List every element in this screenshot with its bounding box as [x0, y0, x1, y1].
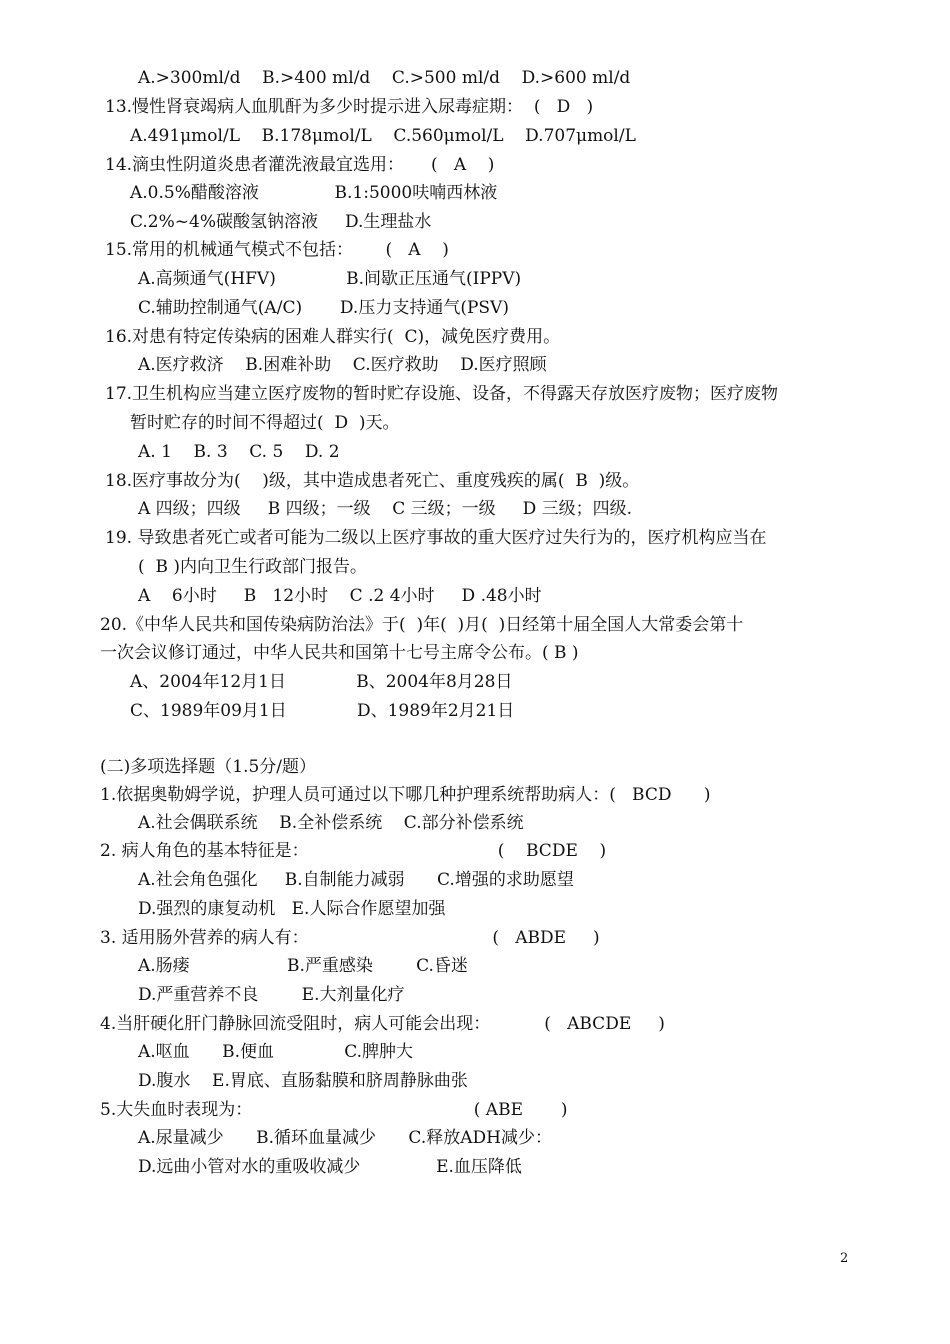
- section-heading-multiple-choice: (二)多项选择题（1.5分/题）: [100, 757, 317, 777]
- mq3-options-de: D.严重营养不良 E.大剂量化疗: [138, 985, 405, 1005]
- mq1-stem: 1.依据奥勒姆学说，护理人员可通过以下哪几种护理系统帮助病人：( BCD ): [100, 785, 711, 805]
- mq2-options-abc: A.社会角色强化 B.自制能力减弱 C.增强的求助愿望: [138, 870, 574, 890]
- q12-options: A.>300ml/d B.>400 ml/d C.>500 ml/d D.>600 ml/d: [138, 68, 631, 88]
- mq4-stem: 4.当肝硬化肝门静脉回流受阻时，病人可能会出现： ( ABCDE ): [100, 1014, 665, 1034]
- q19-stem-line2: ( B )内向卫生行政部门报告。: [138, 557, 367, 577]
- q19-stem-line1: 19. 导致患者死亡或者可能为二级以上医疗事故的重大医疗过失行为的，医疗机构应当在: [105, 528, 767, 548]
- q14-options-cd: C.2%~4%碳酸氢钠溶液 D.生理盐水: [130, 212, 432, 232]
- q15-options-cd: C.辅助控制通气(A/C) D.压力支持通气(PSV): [138, 298, 509, 318]
- mq2-stem: 2. 病人角色的基本特征是： ( BCDE ): [100, 841, 607, 861]
- mq2-options-de: D.强烈的康复动机 E.人际合作愿望加强: [138, 899, 446, 919]
- mq4-options-abc: A.呕血 B.便血 C.脾肿大: [138, 1042, 414, 1062]
- mq3-options-abc: A.肠瘘 B.严重感染 C.昏迷: [138, 956, 468, 976]
- q13-options: A.491μmol/L B.178μmol/L C.560μmol/L D.707μmol/L: [130, 126, 636, 146]
- q16-stem: 16.对患有特定传染病的困难人群实行( C)，减免医疗费用。: [105, 327, 561, 347]
- q17-options: A. 1 B. 3 C. 5 D. 2: [138, 442, 340, 462]
- q17-stem-line1: 17.卫生机构应当建立医疗废物的暂时贮存设施、设备，不得露天存放医疗废物；医疗废物: [105, 384, 779, 404]
- mq5-options-abc: A.尿量减少 B.循环血量减少 C.释放ADH减少：: [138, 1128, 552, 1148]
- page-number: 2: [840, 1251, 849, 1266]
- mq3-stem: 3. 适用肠外营养的病人有： ( ABDE ): [100, 928, 600, 948]
- q20-options-ab: A、2004年12月1日 B、2004年8月28日: [130, 672, 513, 692]
- mq5-stem: 5.大失血时表现为： ( ABE ): [100, 1100, 568, 1120]
- q18-stem: 18.医疗事故分为( )级，其中造成患者死亡、重度残疾的属( B )级。: [105, 471, 640, 491]
- q14-options-ab: A.0.5%醋酸溶液 B.1:5000呋喃西林液: [130, 183, 498, 203]
- q16-options: A.医疗救济 B.困难补助 C.医疗救助 D.医疗照顾: [138, 355, 547, 375]
- q20-stem-line2: 一次会议修订通过，中华人民共和国第十七号主席令公布。( B ): [100, 643, 579, 663]
- q13-stem: 13.慢性肾衰竭病人血肌酐为多少时提示进入尿毒症期： ( D ): [105, 97, 594, 117]
- q17-stem-line2: 暂时贮存的时间不得超过( D )天。: [130, 413, 400, 433]
- mq1-options: A.社会偶联系统 B.全补偿系统 C.部分补偿系统: [138, 813, 524, 833]
- q20-options-cd: C、1989年09月1日 D、1989年2月21日: [130, 701, 515, 721]
- q14-stem: 14.滴虫性阴道炎患者灌洗液最宜选用： ( A ): [105, 155, 495, 175]
- mq5-options-de: D.远曲小管对水的重吸收减少 E.血压降低: [138, 1157, 522, 1177]
- q15-options-ab: A.高频通气(HFV) B.间歇正压通气(IPPV): [138, 269, 522, 289]
- q15-stem: 15.常用的机械通气模式不包括： ( A ): [105, 240, 449, 260]
- q18-options: A 四级；四级 B 四级；一级 C 三级；一级 D 三级；四级.: [138, 499, 633, 519]
- q19-options: A 6小时 B 12小时 C .2 4小时 D .48小时: [138, 586, 542, 606]
- mq4-options-de: D.腹水 E.胃底、直肠黏膜和脐周静脉曲张: [138, 1071, 468, 1091]
- q20-stem-line1: 20.《中华人民共和国传染病防治法》于( )年( )月( )日经第十届全国人大常委会第十: [100, 615, 744, 635]
